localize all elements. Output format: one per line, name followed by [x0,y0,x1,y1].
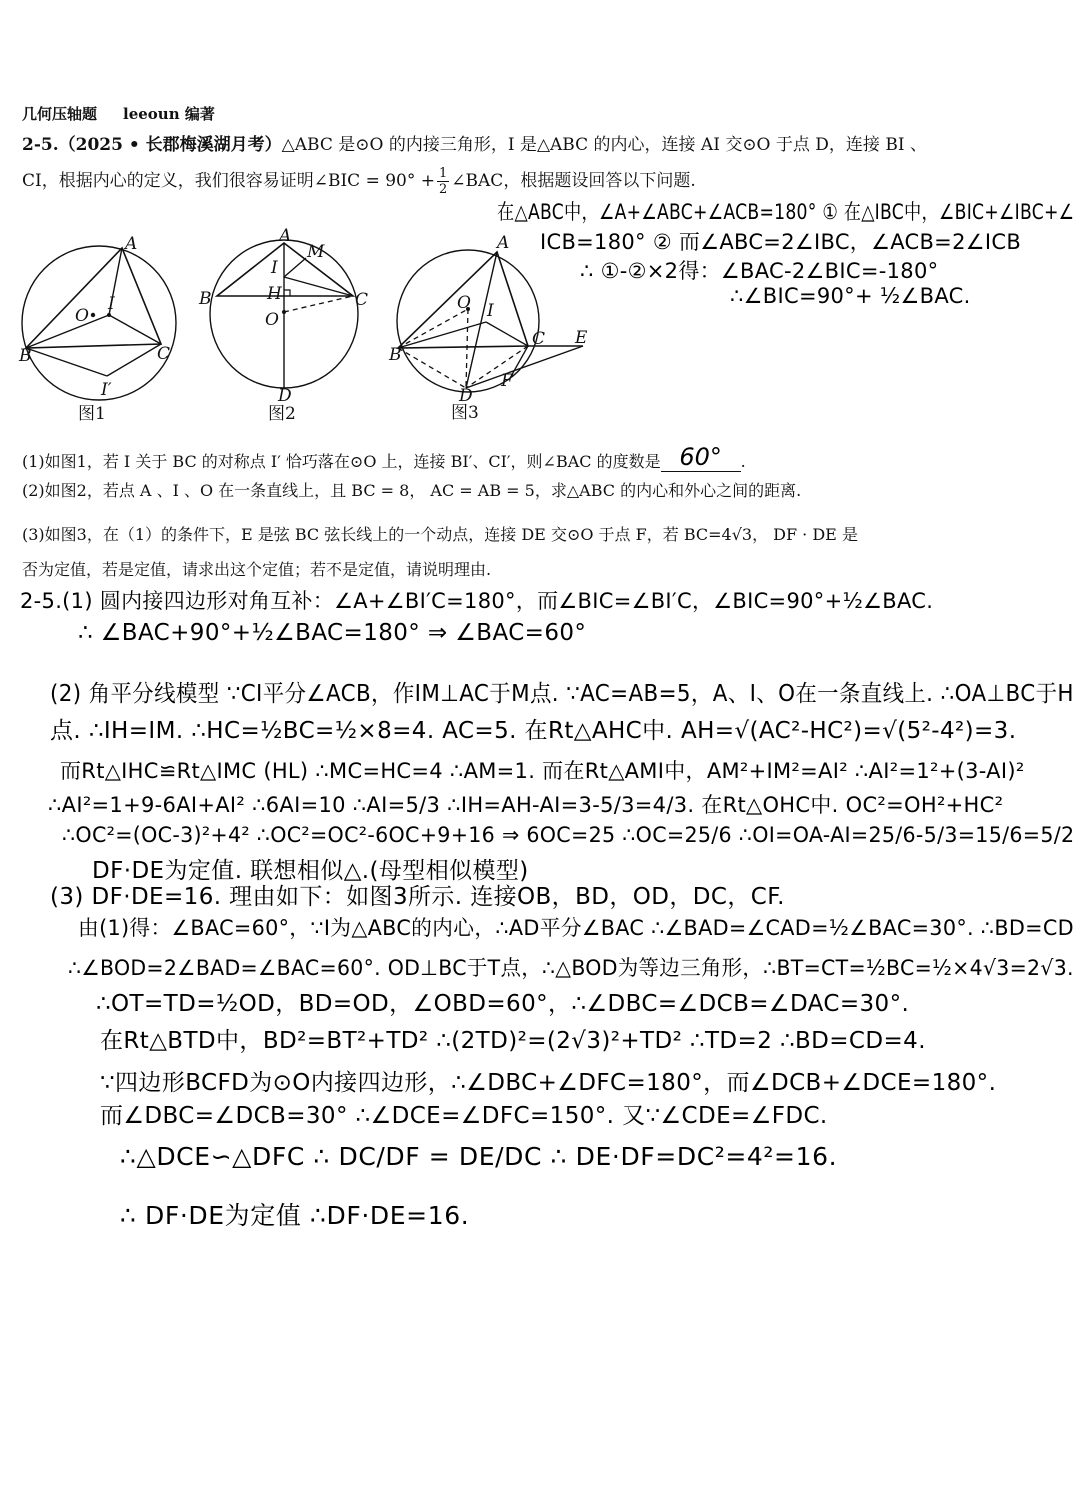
solution-line-15: 而∠DBC=∠DCB=30° ∴∠DCE=∠DFC=150°. 又∵∠CDE=∠FDC. [100,1103,828,1129]
margin-note-4: ∴∠BIC=90°+ ½∠BAC. [730,284,971,308]
figure-1 [15,235,190,430]
solution-line-9: (3) DF·DE=16. 理由如下：如图3所示. 连接OB，BD，OD，DC，CF. [50,884,785,910]
question-1-answer: 60° [679,443,722,471]
fig2-label-H: H [267,284,282,304]
problem-stem-text1: △ABC 是⊙O 的内接三角形，I 是△ABC 的内心，连接 AI 交⊙O 于点 D，连接 BI 、 [281,135,927,155]
problem-stem-text2b: ∠BAC，根据题设回答以下问题. [451,171,696,191]
fig3-label-A: A [497,233,510,253]
solution-line-2: ∴ ∠BAC+90°+½∠BAC=180° ⇒ ∠BAC=60° [78,620,587,646]
fig3-label-B: B [389,345,402,365]
fig3-label-E: E [575,328,588,348]
solution-line-8: DF·DE为定值. 联想相似△.(母型相似模型) [92,858,529,884]
fig2-label-C: C [355,290,369,310]
fig2-label-I: I [271,258,278,278]
fig2-label-M: M [307,242,325,262]
solution-line-12: ∴OT=TD=½OD，BD=OD，∠OBD=60°，∴∠DBC=∠DCB=∠DAC=30°. [96,991,910,1017]
question-1-answer-blank [661,443,741,472]
margin-note-2: ICB=180° ② 而∠ABC=2∠IBC，∠ACB=2∠ICB [540,230,1022,254]
figure-1-caption: 图1 [78,404,106,424]
figure-2 [195,225,380,430]
fraction-numerator: 1 [439,166,448,181]
solution-line-1: 2-5.(1) 圆内接四边形对角互补：∠A+∠BI′C=180°，而∠BIC=∠BI′C，∠BIC=90°+½∠BAC. [20,589,934,613]
question-3-line1: (3)如图3，在（1）的条件下，E 是弦 BC 弦长线上的一个动点，连接 DE 交⊙O 于点 F，若 BC=4√3， DF · DE 是 [22,525,858,544]
fig1-label-A: A [125,235,138,254]
fig1-label-I-prime: I′ [101,380,112,400]
fig3-label-F: F [501,371,513,391]
solution-line-3: (2) 角平分线模型 ∵CI平分∠ACB，作IM⊥AC于M点. ∵AC=AB=5，A、I、O在一条直线上. ∴OA⊥BC于H [50,681,1074,707]
header-author: leeoun 编著 [123,105,215,123]
fig3-label-O: O [457,293,471,313]
figure-3 [385,230,600,430]
fig1-label-C: C [157,344,171,364]
problem-number: 2-5. [22,135,59,155]
fig1-label-O: O [75,306,89,326]
solution-line-6: ∴AI²=1+9-6AI+AI² ∴6AI=10 ∴AI=5/3 ∴IH=AH-AI=3-5/3=4/3. 在Rt△OHC中. OC²=OH²+HC² [48,793,1004,817]
solution-line-5: 而Rt△IHC≌Rt△IMC (HL) ∴MC=HC=4 ∴AM=1. 而在Rt△AMI中，AM²+IM²=AI² ∴AI²=1²+(3-AI)² [60,759,1025,783]
fig1-label-I: I [108,294,115,314]
problem-stem-line2 [22,166,696,197]
question-2: (2)如图2，若点 A 、I 、O 在一条直线上，且 BC = 8， AC = AB = 5，求△ABC 的内心和外心之间的距离. [22,481,802,500]
problem-stem-text2a: CI，根据内心的定义，我们很容易证明∠BIC = 90° + [22,171,436,191]
fig3-label-D: D [459,386,473,406]
solution-line-14: ∵四边形BCFD为⊙O内接四边形，∴∠DBC+∠DFC=180°，而∠DCB+∠DCE=180°. [100,1070,997,1096]
margin-note-1: 在△ABC中，∠A+∠ABC+∠ACB=180° ① 在△IBC中，∠BIC+∠IBC+∠ [497,200,1075,224]
header-subject: 几何压轴题 [22,105,98,123]
question-3-line2: 否为定值，若是定值，请求出这个定值；若不是定值，请说明理由. [22,560,492,579]
solution-line-16: ∴△DCE∽△DFC ∴ DC/DF = DE/DC ∴ DE·DF=DC²=4²=16. [120,1142,838,1171]
problem-source: （2025 • 长郡梅溪湖月考） [58,135,282,155]
solution-line-7: ∴OC²=(OC-3)²+4² ∴OC²=OC²-6OC+9+16 ⇒ 6OC=25 ∴OC=25/6 ∴OI=OA-AI=25/6-5/3=15/6=5/2 [62,823,1075,847]
solution-line-11: ∴∠BOD=2∠BAD=∠BAC=60°. OD⊥BC于T点，∴△BOD为等边三角形，∴BT=CT=½BC=½×4√3=2√3. [68,956,1074,980]
fig2-label-D: D [278,386,292,406]
page-header [22,103,215,124]
question-1-text: (1)如图1，若 I 关于 BC 的对称点 I′ 恰巧落在⊙O 上，连接 BI′、CI′，则∠BAC 的度数是 [22,452,661,471]
problem-stem-line1 [22,130,927,155]
fig1-label-B: B [19,346,32,366]
margin-note-3: ∴ ①-②×2得：∠BAC-2∠BIC=-180° [580,259,939,283]
fig2-label-B: B [199,289,212,309]
fraction-denominator: 2 [439,182,448,197]
solution-line-10: 由(1)得：∠BAC=60°，∵I为△ABC的内心，∴AD平分∠BAC ∴∠BAD=∠CAD=½∠BAC=30°. ∴BD=CD [78,916,1074,940]
fig2-label-A: A [279,226,292,246]
fraction-half [437,166,449,197]
solution-line-4: 点. ∴IH=IM. ∴HC=½BC=½×8=4. AC=5. 在Rt△AHC中. AH=√(AC²-HC²)=√(5²-4²)=3. [50,718,1017,744]
solution-line-17: ∴ DF·DE为定值 ∴DF·DE=16. [120,1201,470,1230]
figure-3-caption: 图3 [451,403,479,423]
question-1-end: . [740,452,746,471]
fig2-label-O: O [265,310,279,330]
fig3-label-C: C [532,329,546,349]
figure-2-caption: 图2 [268,404,296,424]
fig3-label-I: I [487,301,494,321]
question-1 [22,445,746,474]
solution-line-13: 在Rt△BTD中，BD²=BT²+TD² ∴(2TD)²=(2√3)²+TD² ∴TD=2 ∴BD=CD=4. [100,1028,926,1054]
